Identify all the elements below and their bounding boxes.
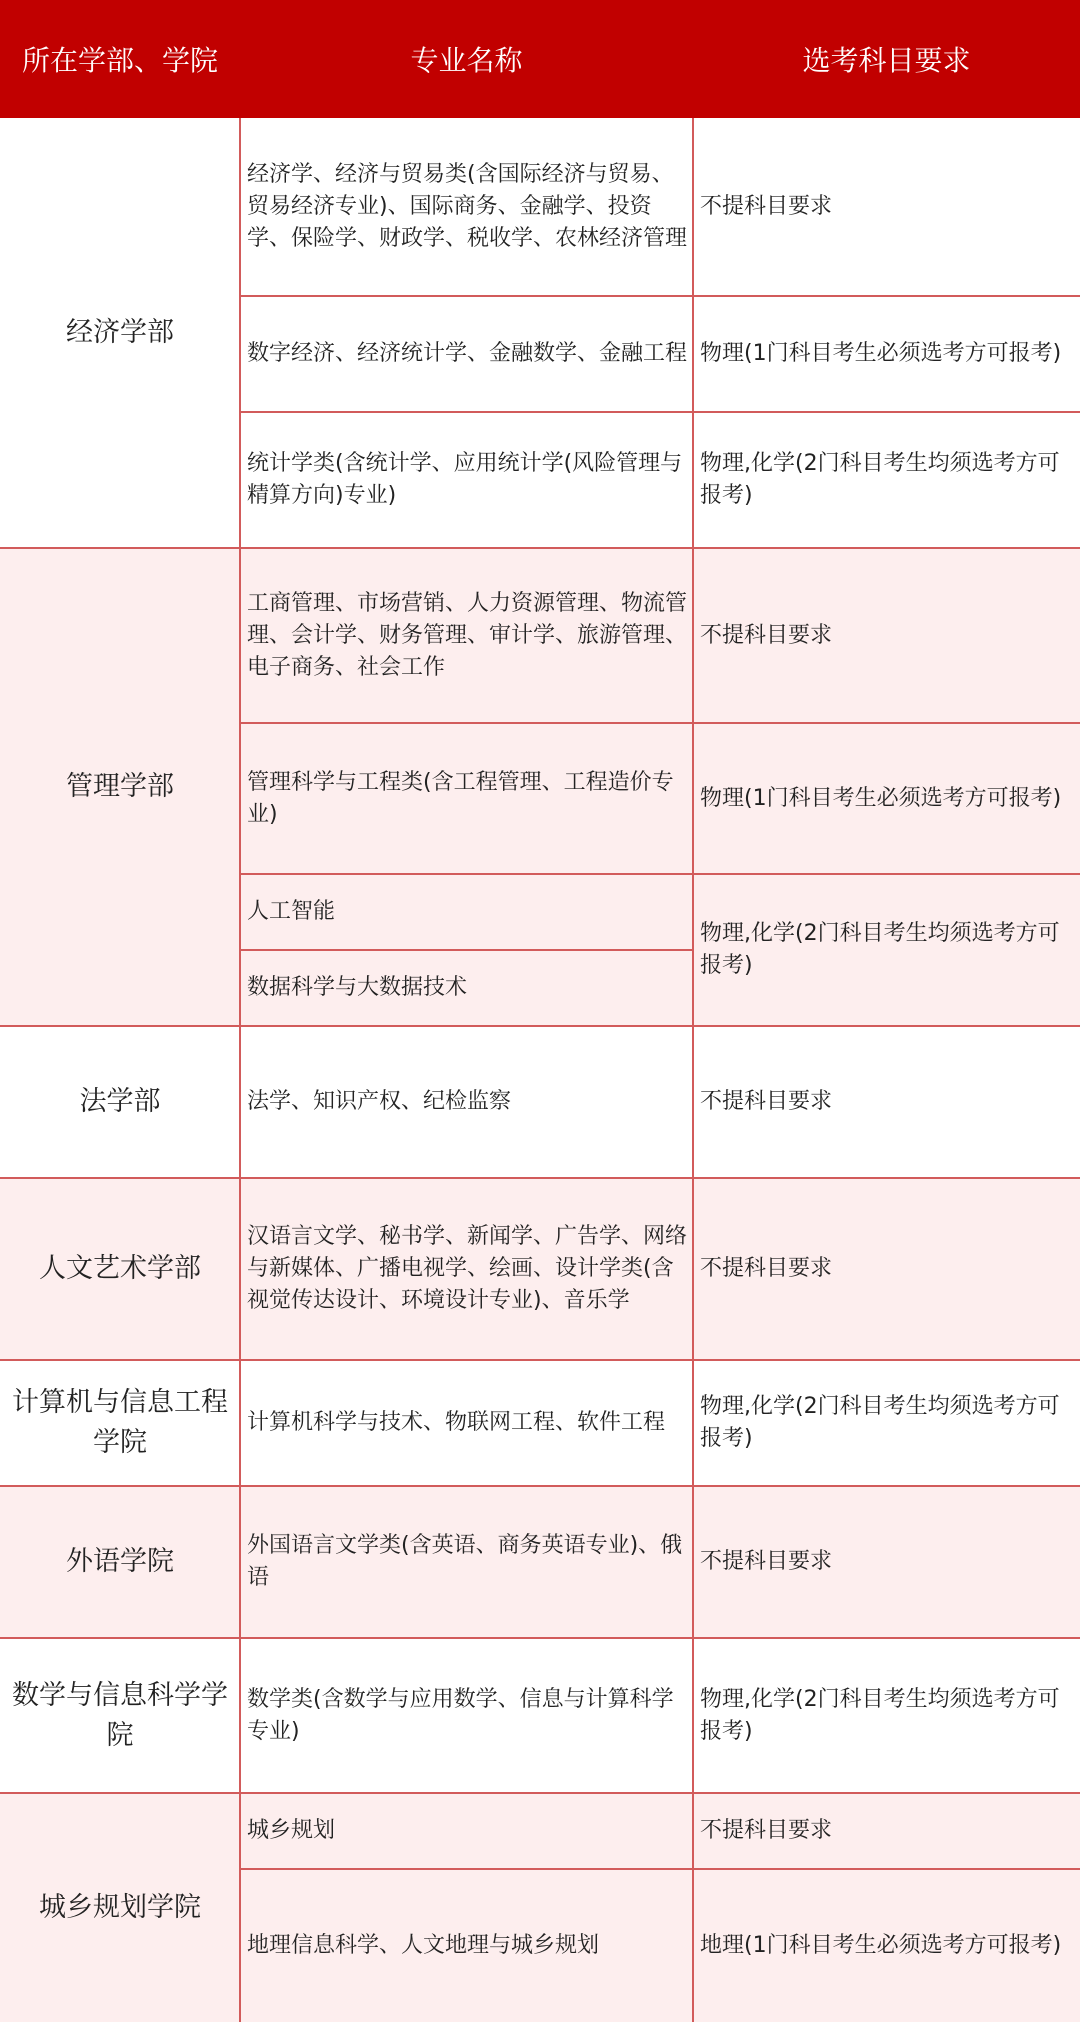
grid-line	[0, 1485, 1080, 1487]
requirement-cell: 不提科目要求	[700, 1549, 833, 1574]
grid-line	[692, 118, 694, 2022]
department-cell: 数学与信息科学学院	[12, 1679, 228, 1751]
department-cell: 城乡规划学院	[39, 1891, 201, 1923]
department-cell: 法学部	[79, 1086, 161, 1117]
requirement-cell: 物理,化学(2门科目考生均须选考方可报考)	[700, 451, 1060, 508]
major-cell: 汉语言文学、秘书学、新闻学、广告学、网络与新媒体、广播电视学、绘画、设计学类(含视觉传达设计、环境设计专业)、音乐学	[247, 1224, 688, 1313]
major-cell: 管理科学与工程类(含工程管理、工程造价专业)	[247, 769, 674, 827]
major-cell: 统计学类(含统计学、应用统计学(风险管理与精算方向)专业)	[247, 451, 683, 508]
department-cell: 经济学部	[66, 317, 174, 348]
requirement-cell: 物理(1门科目考生必须选考方可报考)	[700, 341, 1062, 366]
major-cell: 地理信息科学、人文地理与城乡规划	[247, 1932, 600, 1958]
requirement-cell: 地理(1门科目考生必须选考方可报考)	[700, 1932, 1062, 1958]
requirement-cell: 不提科目要求	[700, 1256, 833, 1281]
header-requirement: 选考科目要求	[802, 44, 971, 77]
major-cell: 外国语言文学类(含英语、商务英语专业)、俄语	[247, 1533, 683, 1590]
major-cell: 数据科学与大数据技术	[247, 975, 468, 1000]
grid-line	[0, 1637, 1080, 1639]
major-cell: 人工智能	[247, 899, 336, 924]
requirement-cell: 物理(1门科目考生必须选考方可报考)	[700, 785, 1062, 811]
major-cell: 城乡规划	[247, 1818, 336, 1843]
requirement-cell: 不提科目要求	[700, 194, 833, 219]
grid-line	[0, 1025, 1080, 1027]
major-cell: 经济学、经济与贸易类(含国际经济与贸易、贸易经济专业)、国际商务、金融学、投资学、保险学、财政学、税收学、农林经济管理	[247, 162, 688, 251]
major-cell: 法学、知识产权、纪检监察	[247, 1089, 512, 1114]
grid-line	[0, 1177, 1080, 1179]
header-department: 所在学部、学院	[21, 44, 218, 77]
grid-line	[0, 1792, 1080, 1794]
major-cell: 计算机科学与技术、物联网工程、软件工程	[247, 1410, 666, 1435]
requirement-cell: 物理,化学(2门科目考生均须选考方可报考)	[700, 1394, 1060, 1451]
requirement-cell: 物理,化学(2门科目考生均须选考方可报考)	[700, 921, 1060, 978]
requirement-cell: 不提科目要求	[700, 1818, 833, 1843]
requirement-cell: 不提科目要求	[700, 1089, 833, 1114]
grid-line	[240, 873, 1080, 875]
department-cell: 外语学院	[66, 1546, 174, 1577]
grid-line	[240, 949, 693, 951]
department-cell: 计算机与信息工程学院	[12, 1387, 228, 1458]
grid-line	[0, 1359, 1080, 1361]
grid-line	[240, 411, 1080, 413]
grid-line	[239, 118, 241, 2022]
department-cell: 人文艺术学部	[39, 1253, 201, 1284]
grid-line	[240, 295, 1080, 297]
grid-line	[0, 547, 1080, 549]
table-header	[0, 0, 1080, 118]
major-cell: 工商管理、市场营销、人力资源管理、物流管理、会计学、财务管理、审计学、旅游管理、电子商务、社会工作	[247, 590, 688, 680]
grid-line	[240, 1868, 1080, 1870]
grid-line	[240, 722, 1080, 724]
department-cell: 管理学部	[66, 771, 174, 802]
requirement-cell: 不提科目要求	[700, 622, 833, 648]
header-major: 专业名称	[410, 44, 523, 77]
major-cell: 数字经济、经济统计学、金融数学、金融工程	[247, 341, 688, 366]
requirement-cell: 物理,化学(2门科目考生均须选考方可报考)	[700, 1686, 1060, 1744]
major-cell: 数学类(含数学与应用数学、信息与计算科学专业)	[247, 1686, 674, 1744]
